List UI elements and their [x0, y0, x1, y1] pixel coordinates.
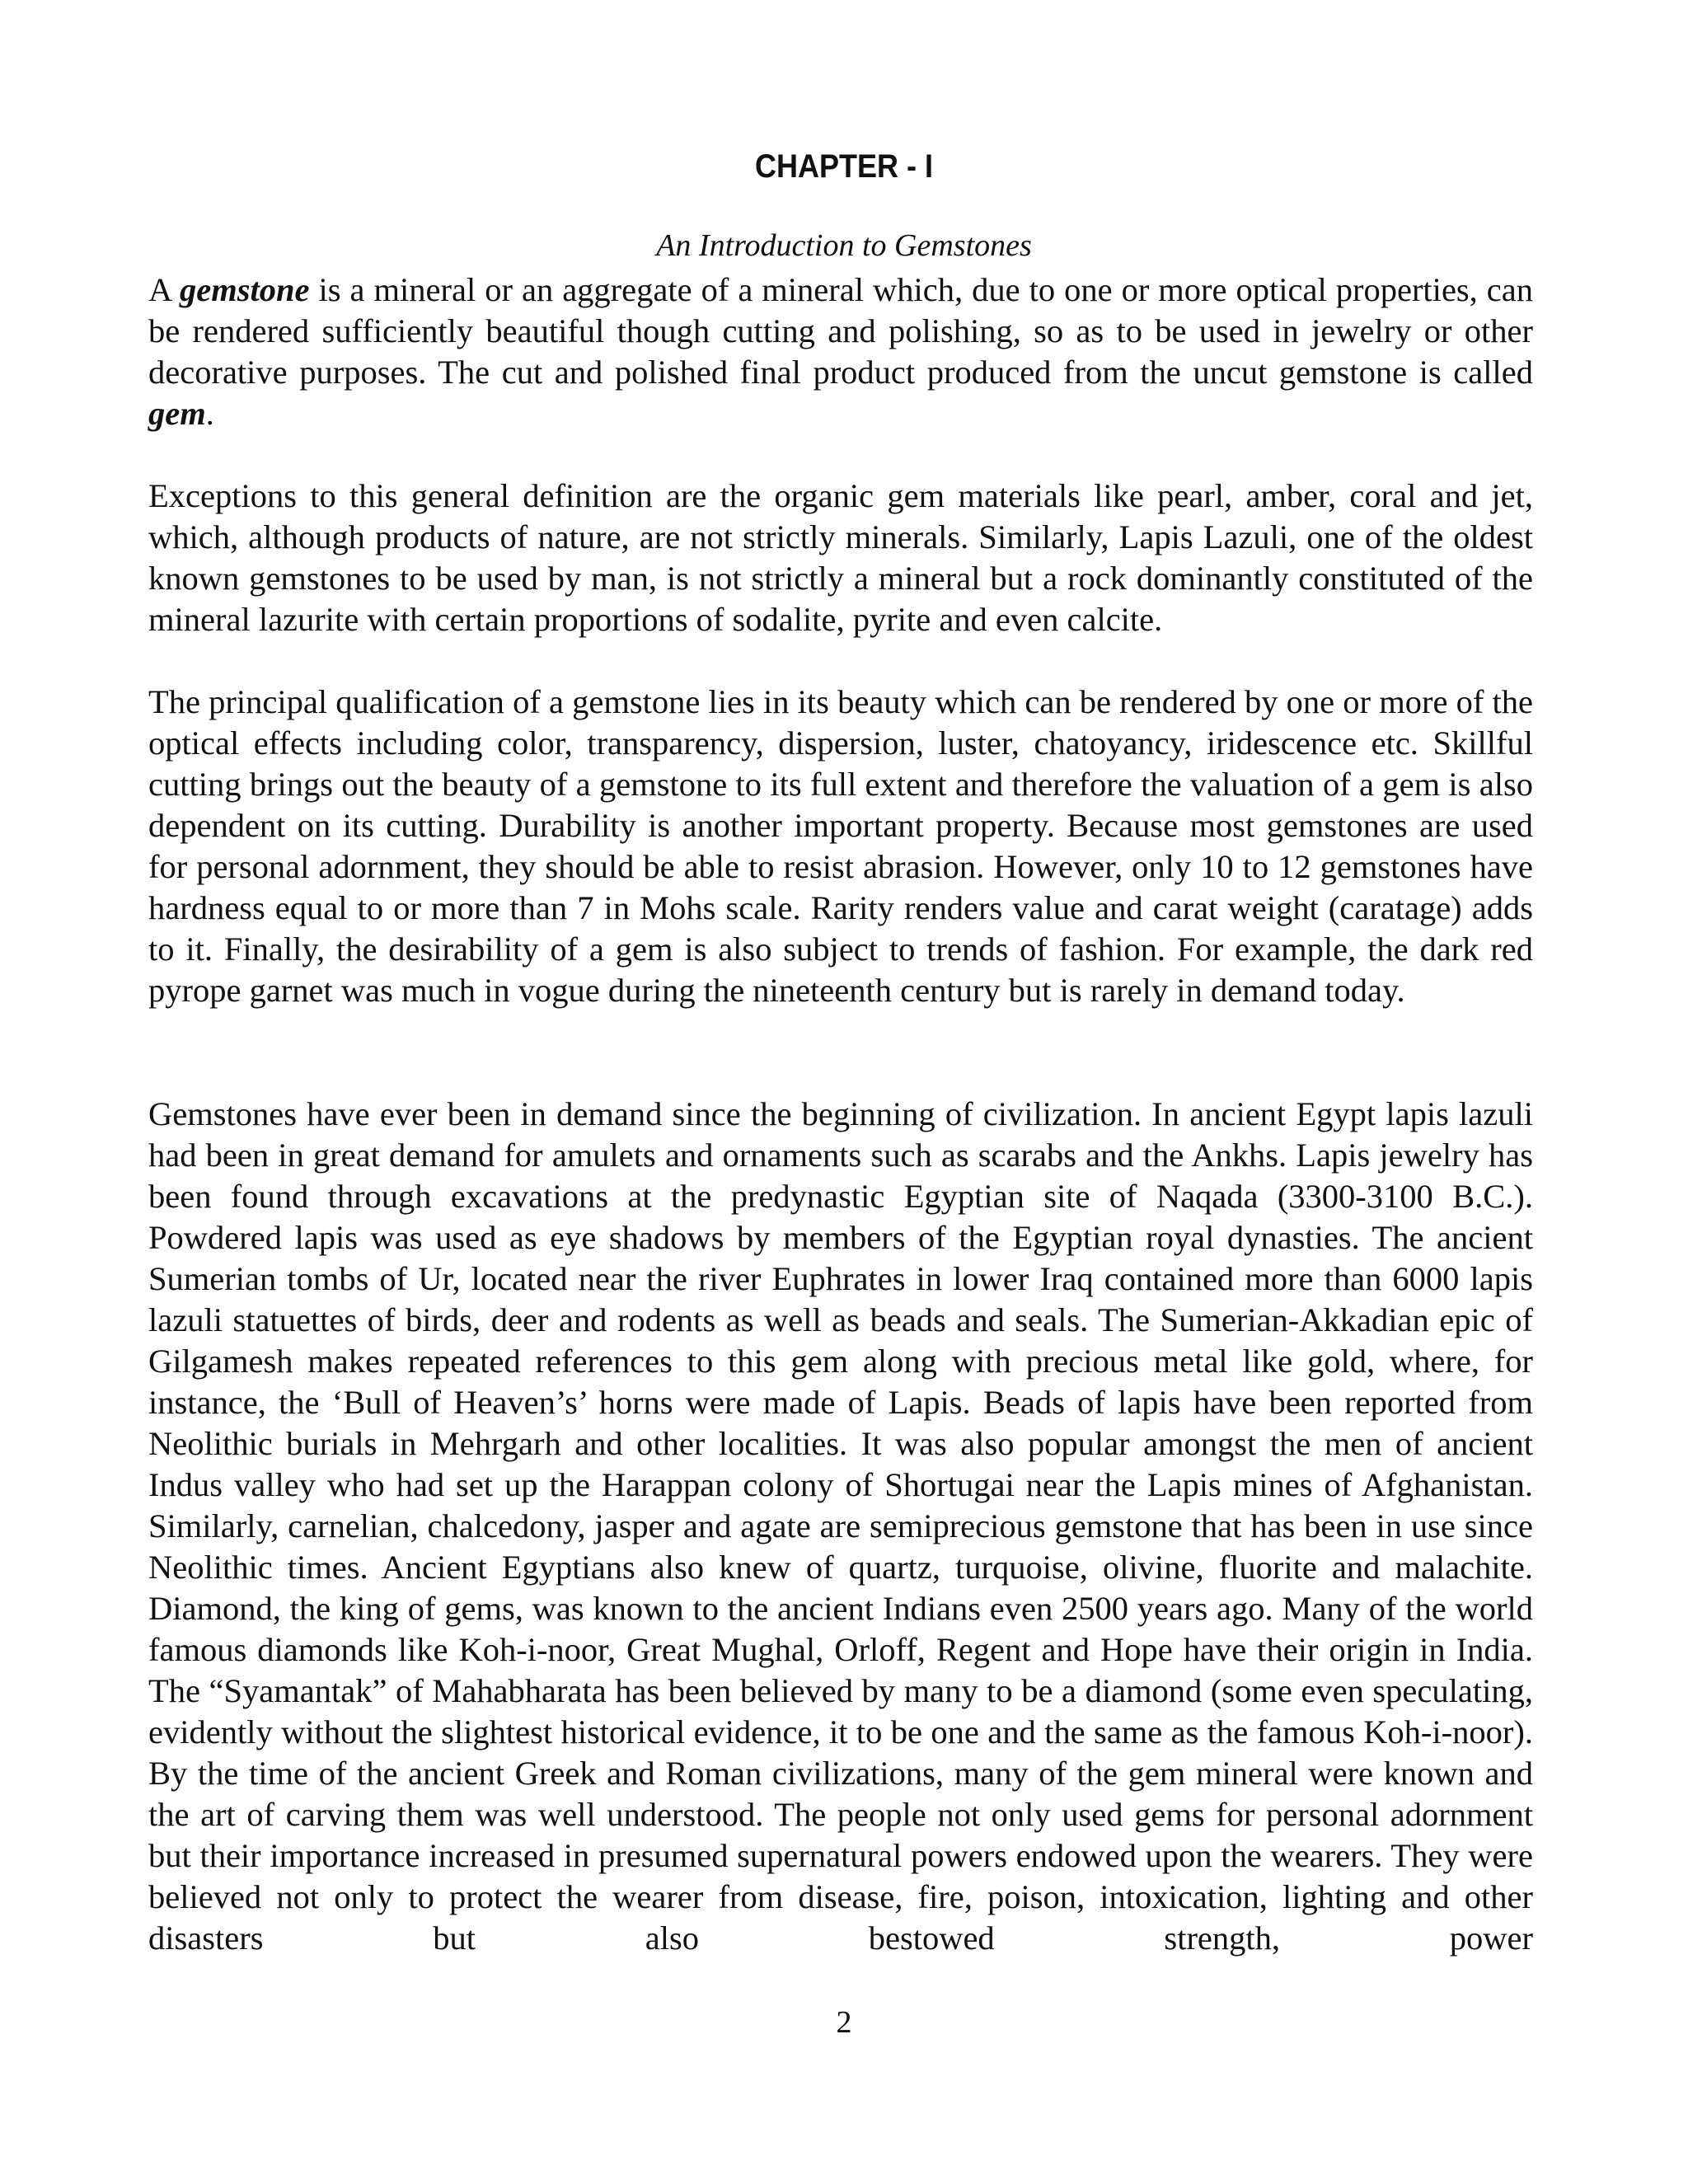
text-run: is a mineral or an aggregate of a mineral which, due to one or more optical properties, can be rendered sufficiently beautiful though cutting and polishing, so as to be used in jewelry or other decorative purposes. The cut and polished final product produced from the uncut gemstone is called	[148, 271, 1534, 391]
text-run: .	[205, 395, 214, 432]
paragraph-text: The principal qualification of a gemstone lies in its beauty which can be rendered by one or more of the optical effects including color, transparency, dispersion, luster, chatoyancy, iridescence etc. Skillful cutting brings out the beauty of a gemstone to its full extent and therefore the valuation of a gem is also dependent on its cutting. Durability is another important property. Because most gemstones are used for personal adornment, they should be able to resist abrasion. However, only 10 to 12 gemstones have hardness equal to or more than 7 in Mohs scale. Rarity renders value and carat weight (caratage) adds to it. Finally, the desirability of a gem is also subject to trends of fashion. For example, the dark red pyrope garnet was much in vogue during the nineteenth century but is rarely in demand today.	[148, 683, 1533, 1009]
paragraph-text: Gemstones have ever been in demand since the beginning of civilization. In ancient Egypt lapis lazuli had been in great demand for amulets and ornaments such as scarabs and the Ankhs. Lapis jewelry has been found through excavations at the predynastic Egyptian site of Naqada (3300-3100 B.C.). Powdered lapis was used as eye shadows by members of the Egyptian royal dynasties. The ancient Sumerian tombs of Ur, located near the river Euphrates in lower Iraq contained more than 6000 lapis lazuli statuettes of birds, deer and rodents as well as beads and seals. The Sumerian-Akkadian epic of Gilgamesh makes repeated references to this gem along with precious metal like gold, where, for instance, the ‘Bull of Heaven’s’ horns were made of Lapis. Beads of lapis have been reported from Neolithic burials in Mehrgarh and other localities. It was also popular amongst the men of ancient Indus valley who had set up the Harappan colony of Shortugai near the Lapis mines of Afghanistan. Similarly, carnelian, chalcedony, jasper and agate are semiprecious gemstone that has been in use since Neolithic times. Ancient Egyptians also knew of quartz, turquoise, olivine, fluorite and malachite. Diamond, the king of gems, was known to the ancient Indians even 2500 years ago. Many of the world famous diamonds like Koh-i-noor, Great Mughal, Orloff, Regent and Hope have their origin in India. The “Syamantak” of Mahabharata has been believed by many to be a diamond (some even speculating, evidently without the slightest historical evidence, it to be one and the same as the famous Koh-i-noor). By the time of the ancient Greek and Roman civilizations, many of the gem mineral were known and the art of carving them was well understood. The people not only used gems for personal adornment but their importance increased in presumed supernatural powers endowed upon the wearers. They were believed not only to protect the wearer from disease, fire, poison, intoxication, lighting and other disasters but also bestowed strength, power	[148, 1095, 1533, 1957]
paragraph-text: Exceptions to this general definition are the organic gem materials like pearl, amber, coral and jet, which, although products of nature, are not strictly minerals. Similarly, Lapis Lazuli, one of the oldest known gemstones to be used by man, is not strictly a mineral but a rock dominantly constituted of the mineral lazurite with certain proportions of sodalite, pyrite and even calcite.	[148, 477, 1533, 638]
chapter-heading: CHAPTER - I	[755, 148, 933, 185]
paragraph-exceptions	[148, 476, 1533, 682]
term-gem: gem	[148, 395, 206, 432]
text-run: A	[148, 271, 181, 308]
paragraph-definition	[148, 269, 1533, 476]
term-gemstone: gemstone	[180, 271, 310, 308]
paragraph-qualification	[148, 682, 1533, 1052]
paragraph-history	[148, 1094, 1533, 2000]
chapter-subtitle: An Introduction to Gemstones	[656, 228, 1032, 263]
paragraph-text	[148, 269, 1533, 434]
page-number: 2	[836, 2005, 852, 2040]
